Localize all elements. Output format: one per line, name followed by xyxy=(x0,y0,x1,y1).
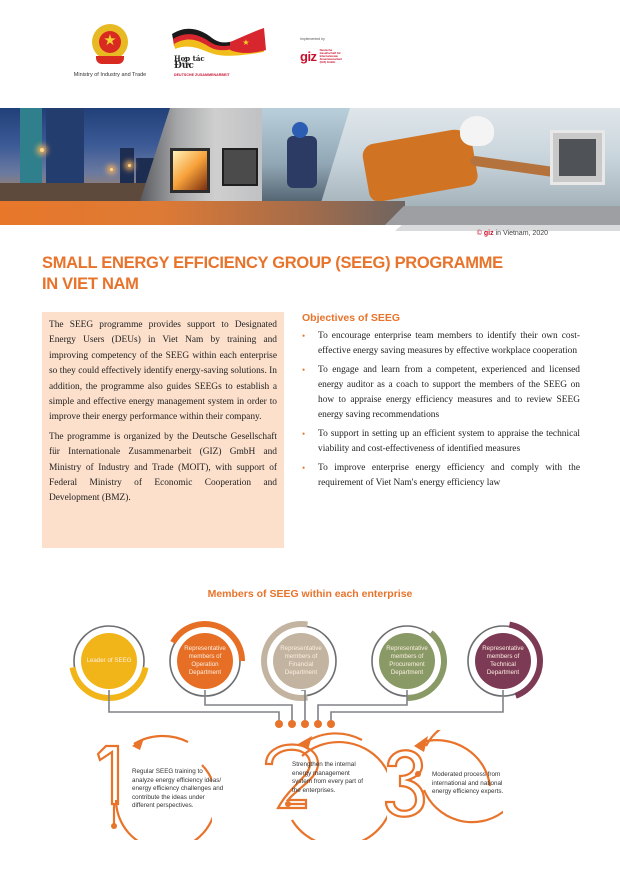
implemented-by-label: Implemented by xyxy=(300,37,325,41)
connector-dot xyxy=(301,720,309,728)
bullet-icon: • xyxy=(302,331,306,341)
connector-dot xyxy=(275,720,283,728)
header-banner xyxy=(0,108,620,226)
member-label: Leader of SEEG xyxy=(81,633,137,689)
bullet-icon: • xyxy=(302,429,306,439)
vietnam-emblem-icon: ★ xyxy=(90,22,130,66)
duc-text: Đức xyxy=(174,61,194,71)
orange-stripe xyxy=(0,201,405,225)
member-label: Representative members of Operation Department xyxy=(177,633,233,689)
furnace-fire xyxy=(170,148,210,193)
members-connectors xyxy=(0,690,620,730)
objectives-list xyxy=(302,329,580,491)
objectives-heading: Objectives of SEEG xyxy=(302,312,401,324)
credit-brand: giz xyxy=(483,230,494,237)
bullet-icon: • xyxy=(302,463,306,473)
member-label: Representative members of Procurement Department xyxy=(379,633,435,689)
credit-text: in Vietnam, 2020 xyxy=(493,230,548,237)
objective-item: • To improve enterprise energy efficiency and comply with the requirement of Viet Nam's energy efficiency law xyxy=(302,463,580,488)
hop-tac-text: Hợp tác xyxy=(174,54,205,63)
objective-item: • To engage and learn from a competent, experienced and licensed energy auditor as a coach to support the members of the SEEG on how to appraise energy efficiency measures and to review SEEG energy saving recommendations xyxy=(302,365,580,420)
intro-paragraph-1: The SEEG programme provides support to Designated Energy Users (DEUs) in Viet Nam by training and improving competency of the SEEG within each enterprise so they could effectively identify energy-saving solutions. In addition, the programme also guides SEEGs to establish a simple and effective energy management system in order to improve their energy performance within their company. xyxy=(49,320,277,423)
objective-item: • To encourage enterprise team members to identify their own cost-effective energy saving measures by effective workplace cooperation xyxy=(302,331,580,356)
engineer-photo xyxy=(320,108,620,206)
control-panel xyxy=(550,130,605,185)
connector-dot xyxy=(327,720,335,728)
connector-dot xyxy=(314,720,322,728)
ministry-logo xyxy=(55,22,165,78)
connector-line xyxy=(331,690,503,722)
title-line-2: IN VIET NAM xyxy=(42,275,139,293)
furnace-door xyxy=(222,148,258,186)
intro-box xyxy=(42,312,284,548)
step-1-text: Regular SEEG training to analyze energy efficiency ideas/ energy efficiency challenges and contribute the ideas under different perspectives. xyxy=(132,768,224,810)
connector-line xyxy=(301,690,305,722)
member-label: Representative members of Technical Department xyxy=(475,633,531,689)
connector-dot xyxy=(288,720,296,728)
svg-text:★: ★ xyxy=(242,38,250,47)
page-title xyxy=(42,253,582,295)
title-line-1: SMALL ENERGY EFFICIENCY GROUP (SEEG) PROGRAMME xyxy=(42,254,503,272)
members-heading: Members of SEEG within each enterprise xyxy=(207,588,413,600)
giz-wordmark: giz xyxy=(300,49,317,64)
bullet-icon: • xyxy=(302,365,306,375)
objectives-section xyxy=(302,311,580,495)
photo-credit xyxy=(477,230,548,237)
connector-line xyxy=(109,690,279,722)
grey-stripe xyxy=(385,206,620,225)
step-2-text: Strengthen the internal energy management system from every part of the enterprises. xyxy=(292,761,364,794)
intro-paragraph-2: The programme is organized by the Deutsche Gesellschaft für Internationale Zusammenarbeit (GIZ) GmbH and Ministry of Industry and Trade (MOIT), with support of Federal Ministry of Economic Cooperation and Development (BMZ). xyxy=(49,431,277,504)
copyright-symbol: © xyxy=(476,230,482,237)
hop-tac-duc-logo xyxy=(168,26,268,81)
giz-logo xyxy=(300,37,380,64)
flag-wave-icon xyxy=(168,26,268,56)
ministry-caption: Ministry of Industry and Trade xyxy=(73,72,147,78)
giz-subtext: Deutsche Gesellschaft für Internationale Zusammenarbeit (GIZ) GmbH xyxy=(319,48,342,64)
deutsche-zusammenarbeit-text: DEUTSCHE ZUSAMMENARBEIT xyxy=(174,73,230,77)
step-3-text: Moderated process from international and national energy efficiency experts. xyxy=(432,771,504,796)
member-label: Representative members of Financial Department xyxy=(273,633,329,689)
objective-item: • To support in setting up an efficient system to appraise the technical viability and cost-effectiveness of identified measures xyxy=(302,429,580,454)
